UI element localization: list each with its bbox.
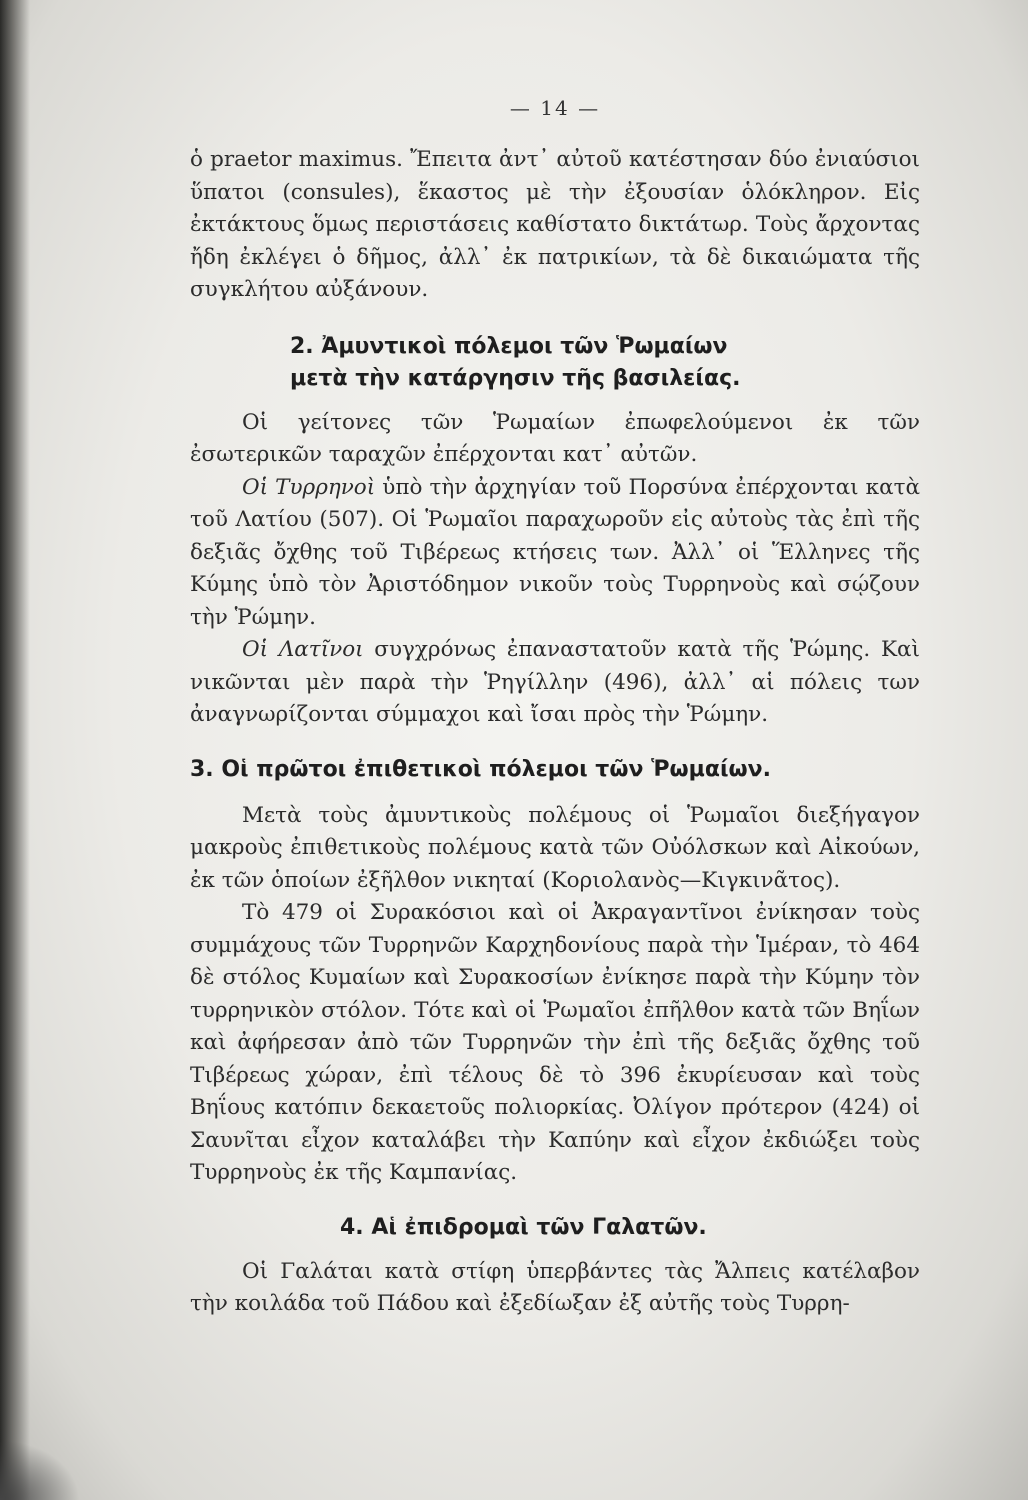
term-etruscans: Οἱ Τυρρηνοὶ xyxy=(242,474,376,500)
page-content xyxy=(190,96,920,1321)
section-heading-2 xyxy=(190,331,920,395)
section-heading-4: 4. Αἱ ἐπιδρομαὶ τῶν Γαλατῶν. xyxy=(340,1214,707,1240)
paragraph-gauls: Οἱ Γαλάται κατὰ στίφη ὑπερβάντες τὰς Ἄλπεις κατέλαβον τὴν κοιλάδα τοῦ Πάδου καὶ ἐξεδίωξαν ἐξ αὐτῆς τοὺς Τυρρη- xyxy=(190,1258,920,1316)
paragraph-479: Τὸ 479 οἱ Συρακόσιοι καὶ οἱ Ἀκραγαντῖνοι ἐνίκησαν τοὺς συμμάχους τῶν Τυρρηνῶν Καρχηδονίους παρὰ τὴν Ἱμέραν, τὸ 464 δὲ στόλος Κυμαίων καὶ Συρακοσίων ἐνίκησε παρὰ τὴν Κύμην τὸν τυρρηνικὸν στόλον. Τότε καὶ οἱ Ῥωμαῖοι ἐπῆλθον κατὰ τῶν Βηΐων καὶ ἀφήρεσαν ἀπὸ τῶν Τυρρηνῶν τὴν ἐπὶ τῆς δεξιᾶς ὄχθης τοῦ Τιβέρεως χώραν, ἐπὶ τέλους δὲ τὸ 396 ἐκυρίευσαν καὶ τοὺς Βηΐους κατόπιν δεκαετοῦς πολιορκίας. Ὀλίγον πρότερον (424) οἱ Σαυνῖται εἶχον καταλάβει τὴν Καπύην καὶ εἶχον ἐκδιώξει τοὺς Τυρρηνοὺς ἐκ τῆς Καμπανίας. xyxy=(190,900,920,1185)
page-edge-shadow xyxy=(0,0,30,1500)
paragraph-consuls: ὁ praetor maximus. Ἔπειτα ἀντ᾿ αὐτοῦ κατέστησαν δύο ἐνιαύσιοι ὕπατοι (consules), ἕκαστος μὲ τὴν ἐξουσίαν ὁλόκληρον. Εἰς ἐκτάκτους ὅμως περιστάσεις καθίστατο δικτάτωρ. Τοὺς ἄρχοντας ἤδη ἐκλέγει ὁ δῆμος, ἀλλ᾿ ἐκ πατρικίων, τὰ δὲ δικαιώματα τῆς συγκλήτου αὐξάνουν. xyxy=(190,147,920,302)
term-latins: Οἱ Λατῖνοι xyxy=(242,637,364,662)
section-heading-2-line2: μετὰ τὴν κατάργησιν τῆς βασιλείας. xyxy=(290,365,741,391)
paragraph-offensive-wars: Μετὰ τοὺς ἀμυντικοὺς πολέμους οἱ Ῥωμαῖοι διεξήγαγον μακροὺς ἐπιθετικοὺς πολέμους κατὰ τῶν Οὐόλσκων καὶ Αἰκούων, ἐκ τῶν ὁποίων ἐξῆλθον νικηταί (Κοριολανὸς—Κιγκινᾶτος). xyxy=(190,802,920,893)
paragraph-latins xyxy=(190,634,920,732)
paragraph-neighbours: Οἱ γείτονες τῶν Ῥωμαίων ἐπωφελούμενοι ἐκ τῶν ἐσωτερικῶν ταραχῶν ἐπέρχονται κατ᾿ αὐτῶν. xyxy=(190,409,920,467)
paragraph-etruscans-text: ὑπὸ τὴν ἀρχηγίαν τοῦ Πορσύνα ἐπέρχονται κατὰ τοῦ Λατίου (507). Οἱ Ῥωμαῖοι παραχωροῦν εἰς αὐτοὺς τὰς ἐπὶ τῆς δεξιᾶς ὄχθης τοῦ Τιβέρεως κτήσεις των. Ἀλλ᾿ οἱ Ἕλληνες τῆς Κύμης ὑπὸ τὸν Ἀριστόδημον νικοῦν τοὺς Τυρρηνοὺς καὶ σῴζουν τὴν Ῥώμην. xyxy=(190,474,921,630)
section-heading-3: 3. Οἱ πρῶτοι ἐπιθετικοὶ πόλεμοι τῶν Ῥωμαίων. xyxy=(190,756,772,782)
paragraph-latins-text: συγχρόνως ἐπαναστατοῦν κατὰ τῆς Ῥώμης. Καὶ νικῶνται μὲν παρὰ τὴν Ῥηγίλλην (496), ἀλλ᾿ αἱ πόλεις των ἀναγνωρίζονται σύμμαχοι καὶ ἴσαι πρὸς τὴν Ῥώμην. xyxy=(190,637,920,727)
paragraph-etruscans xyxy=(190,472,920,635)
page-number: — 14 — xyxy=(509,96,601,120)
section-heading-2-line1: 2. Ἀμυντικοὶ πόλεμοι τῶν Ῥωμαίων xyxy=(290,333,728,359)
page-corner-shadow xyxy=(0,1440,80,1500)
